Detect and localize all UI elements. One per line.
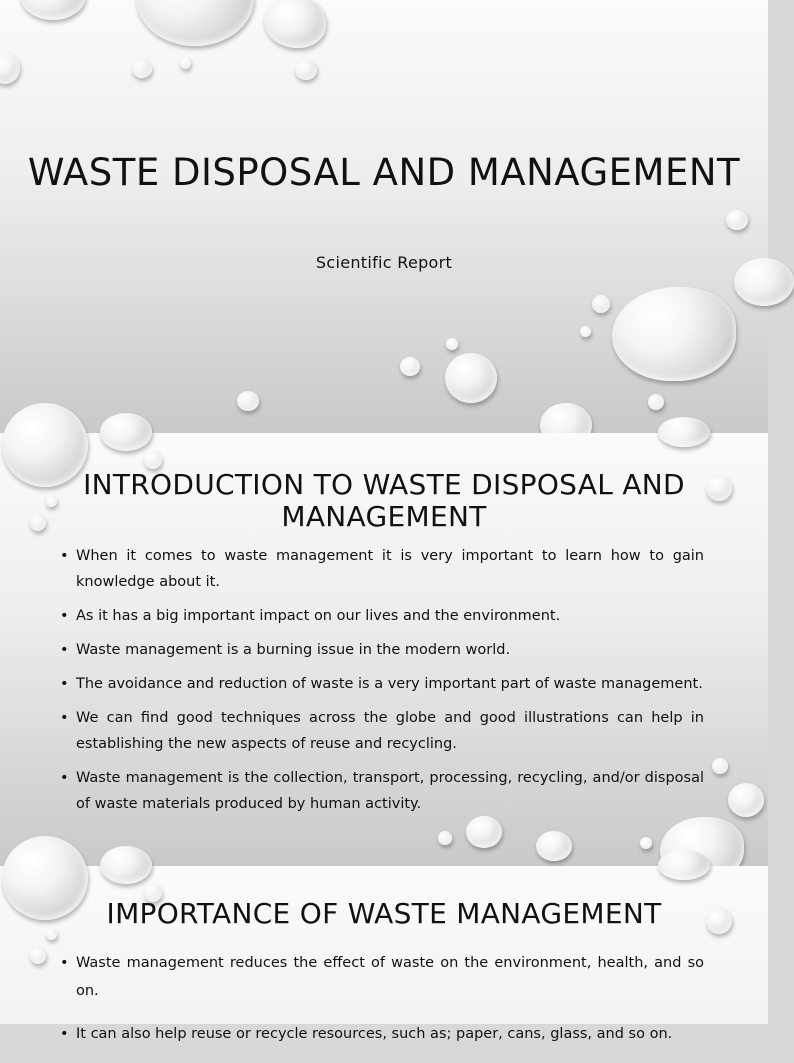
water-drop: [136, 0, 254, 46]
water-drop: [30, 948, 46, 964]
water-drop: [400, 357, 420, 376]
water-drop: [728, 783, 764, 817]
water-drop: [438, 831, 452, 845]
section-title: IMPORTANCE OF WASTE MANAGEMENT: [106, 897, 662, 930]
water-drop: [536, 831, 572, 861]
water-drop: [180, 57, 191, 69]
water-drop: [237, 391, 259, 411]
title-slide: [0, 0, 768, 433]
presentation-subtitle: Scientific Report: [315, 253, 453, 272]
list-item: • The avoidance and reduction of waste is a very important part of waste management.: [60, 671, 704, 697]
list-item: • Waste management is the collection, transport, processing, recycling, and/or disposal of waste materials produced by human activity.: [60, 765, 704, 817]
water-drop: [445, 353, 497, 403]
water-drop: [20, 0, 86, 20]
list-item: • Waste management reduces the effect of waste on the environment, health, and so on.: [60, 949, 704, 1005]
presentation-title: WASTE DISPOSAL AND MANAGEMENT: [27, 151, 741, 194]
water-drop: [144, 451, 162, 469]
water-drop: [132, 60, 152, 78]
bullet-list: [60, 949, 704, 1063]
water-drop: [726, 210, 748, 230]
list-item: • Waste management is a burning issue in the modern world.: [60, 637, 704, 663]
water-drop: [295, 60, 317, 80]
water-drop: [100, 846, 152, 884]
water-drop: [264, 0, 326, 48]
water-drop: [46, 929, 57, 940]
water-drop: [0, 52, 20, 84]
bullet-list: [60, 543, 704, 825]
water-drop: [100, 413, 152, 451]
section-title: INTRODUCTION TO WASTE DISPOSAL AND MANAGEMENT: [83, 468, 685, 533]
list-item: • We can find good techniques across the globe and good illustrations can help in establishing the new aspects of reuse and recycling.: [60, 705, 704, 757]
water-drop: [648, 394, 664, 410]
water-drop: [592, 295, 610, 313]
water-drop: [658, 850, 710, 880]
list-item: • As it has a big important impact on our lives and the environment.: [60, 603, 704, 629]
list-item: • It can also help reuse or recycle resources, such as; paper, cans, glass, and so on.: [60, 1020, 704, 1048]
water-drop: [712, 758, 728, 774]
importance-slide: [0, 866, 768, 1042]
water-drop: [640, 837, 652, 849]
introduction-slide: [0, 433, 768, 866]
water-drop: [580, 326, 591, 337]
list-item: • When it comes to waste management it is very important to learn how to gain knowledge about it.: [60, 543, 704, 595]
water-drop: [612, 287, 736, 381]
water-drop: [446, 338, 458, 350]
water-drop: [658, 417, 710, 447]
